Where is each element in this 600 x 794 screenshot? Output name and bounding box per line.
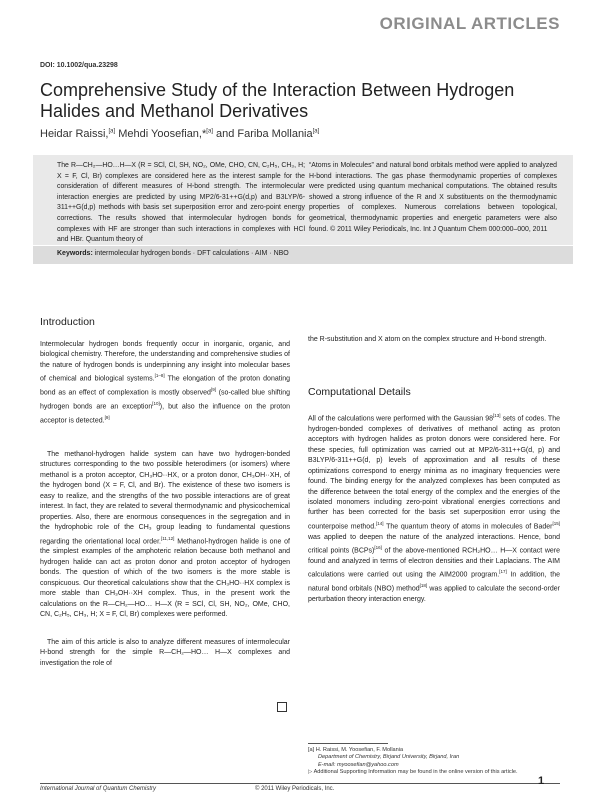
author-list: [40, 128, 319, 140]
section-label: ORIGINAL ARTICLES: [379, 14, 560, 33]
citation: [9]: [210, 387, 216, 393]
footnote-email: E-mail: myoosefian@yahoo.com: [318, 761, 399, 768]
intro-paragraph-2: The methanol-hydrogen halide system can have two hydrogen-bonded structures corresponding to the two possible heterodimers (or isomers) where methanol is a proton acceptor, CH₃HO··HX, or a proton donor, CH₃OH··XH, of the hydrogen bond (X = F, Cl, and Br). The existence of these two isomers is easy to realize, and the strengths of the two possible interactions are of great interest. In fact, they are related to several thermodynamic and physicochemical properties. Also, there are enormous consequences in the segregation and in the hydrophobic role of the CH₃ group leading to fundamental questions regarding the orientational local order.[11,12] Methanol-hydrogen halide is one of the simplest examples of the amphoteric relation because both methanol and hydrogen halide can act as proton donor and proton acceptor of hydrogen bonds. The question of which of the two isomers is the more stable is conspicuous. Our theoretical calculations show that the CH₃HO··HX complex is more stable than CH₃OH··XH complex. Thus, in the present work the calculations on the R—CH₂—HO… H—X (R = SCl, Cl, SH, NO₂, OMe, CHO, CN, C₂H₅, CH₃, H; X = F, Cl, Br) complexes were performed.: [40, 451, 290, 619]
keywords-list: intermolecular hydrogen bonds · DFT calculations · AIM · NBO: [92, 250, 289, 257]
footnote-divider: [308, 743, 388, 744]
doi: DOI: 10.1002/qua.23298: [40, 62, 118, 69]
abstract-box: [33, 155, 573, 245]
article-title: Comprehensive Study of the Interaction Between Hydrogen Halides and Methanol Derivatives: [40, 80, 515, 121]
footnote-authors: [a] H. Raissi, M. Yoosefian, F. Mollania: [308, 747, 404, 753]
footnote-supporting-info: ▷ Additional Supporting Information may be found in the online version of this article.: [308, 768, 518, 775]
citation: [14]: [376, 520, 384, 526]
abstract-left-column: The R—CH₂—HO…H—X (R = SCl, Cl, SH, NO₂, OMe, CHO, CN, C₂H₅, CH₃, H; X = F, Cl, Br) complexes are considered here as the interest sample for the consideration of different measures of H-bond strength. The intermolecular interaction energies are predicted by using MP2/6-31++G(d,p) and B3LYP/6-311++G(d,p) methods with basis set superposition error and zero-point energy corrections. The results showed that intermolecular hydrogen bonds for complexes with HF are stronger than such interactions in complexes with HCl and HBr. Quantum theory of: [57, 162, 305, 244]
citation: [9]: [104, 414, 110, 420]
citation: [18]: [419, 583, 428, 589]
intro-paragraph-1: Intermolecular hydrogen bonds frequently occur in inorganic, organic, and biological chemistry. Therefore, the understanding and comprehensive studies of the nature of hydrogen bonds is underpinning any insight into molecular bases of chemical and biological systems.[1–8] The elongation of the proton donating bond as an effect of complexation is mostly observed[9] (so-called blue shifting hydrogen bonds are an exception[10]), but also the influence on the proton acceptor is detected.[9]: [40, 341, 291, 425]
author-name: Mehdi Yoosefian,*: [115, 128, 207, 140]
citation: [10]: [152, 400, 160, 406]
citation: [1–8]: [154, 373, 165, 379]
continuation-marker: [277, 702, 287, 712]
introduction-heading: Introduction: [40, 316, 95, 328]
author-affiliation: [a]: [312, 128, 320, 135]
computational-paragraph: All of the calculations were performed with the Gaussian 98[13] sets of codes. The hydrogen-bonded complexes of derivatives of methanol acting as proton acceptors with hydrogen halides as proton donors were considered here. For these species, full optimization was carried out at MP2/6-311++G(d, p) and B3LYP/6-311++G(d, p) levels of approximation and all results of these optimizations correspond to energy minima as no imaginary frequencies were found. The binding energy for the analyzed complexes has been computed as the difference between the total energy of the complex and the energies of the isolated monomers including zero-point vibrational energies corrections and further has been corrected for the basis set superposition error using the counterpoise method.[14] The quantum theory of atoms in molecules of Bader[15] was applied to deepen the nature of the analyzed interactions. Hence, bond critical points (BCPs)[16] of the above-mentioned RCH₂HO… H—X contact were found and analyzed in terms of electron densities and their Laplacians. The AIM calculations were carried out using the AIM2000 program.[17] In addition, the natural bond orbitals (NBO) method[18] was applied to calculate the second-order perturbation theory interaction energy.: [308, 413, 561, 603]
intro-paragraph-3: The aim of this article is also to analyze different measures of intermolecular H-bond strength for the simple R—CH₂—HO… H—X complexes and investigation the role of: [40, 639, 290, 667]
intro-paragraph-3-continued: the R-substitution and X atom on the complex structure and H-bond strength.: [308, 336, 547, 343]
footer-copyright: © 2011 Wiley Periodicals, Inc.: [255, 786, 335, 792]
keywords-bar: [33, 246, 573, 264]
author-affiliation: [a]: [108, 128, 116, 135]
author-name: Heidar Raissi,: [40, 128, 109, 140]
abstract-right-column: “Atoms in Molecules” and natural bond orbitals method were applied to analyzed H-bond interactions. The gas phase thermodynamic properties of complexes were predicted using quantum mechanical computations. The obtained results showed a strong influence of the R and X substituents on the thermodynamic properties of complexes. Numerous correlations between topological, geometrical, thermodynamic properties and energetic parameters were also found. © 2011 Wiley Periodicals, Inc. Int J Quantum Chem 000:000–000, 2011: [309, 162, 557, 233]
footer-journal: International Journal of Quantum Chemistry: [40, 786, 157, 792]
page-number: 1: [538, 775, 545, 787]
author-affiliation: [a]: [206, 128, 213, 135]
citation: [11,12]: [160, 535, 175, 541]
footnote-department: Department of Chemistry, Birjand University, Birjand, Iran: [318, 754, 460, 761]
citation: [15]: [552, 520, 561, 526]
footnotes: [308, 747, 560, 776]
keywords-label: Keywords:: [57, 250, 93, 257]
author-name: and Fariba Mollania: [212, 128, 313, 140]
citation: [16]: [374, 545, 382, 551]
footer-divider: [40, 783, 560, 784]
computational-details-heading: Computational Details: [308, 386, 411, 398]
citation: [13]: [493, 413, 501, 418]
citation: [17]: [499, 569, 507, 575]
